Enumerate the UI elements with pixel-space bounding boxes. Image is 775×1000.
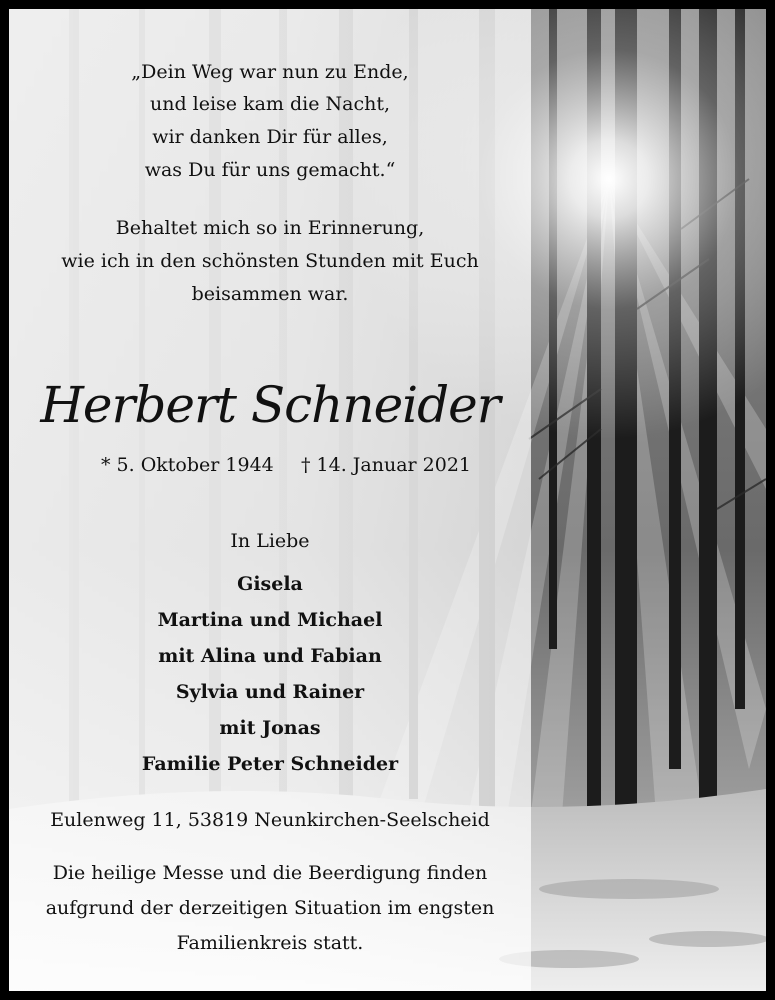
quote-line: und leise kam die Nacht,	[149, 93, 391, 115]
obituary-text	[9, 9, 531, 991]
verse-line: Behaltet mich so in Erinnerung,	[115, 217, 425, 239]
birth-date: * 5. Oktober 1944	[101, 454, 274, 476]
notice-line: Die heilige Messe und die Beerdigung finden	[52, 862, 488, 884]
mourner-name: Gisela	[237, 573, 303, 595]
mourner-name: mit Jonas	[219, 717, 321, 739]
address: Eulenweg 11, 53819 Neunkirchen-Seelscheid	[50, 809, 490, 831]
mourner-name: Familie Peter Schneider	[141, 753, 399, 775]
verse-line: beisammen war.	[191, 283, 349, 305]
quote-line: wir danken Dir für alles,	[152, 126, 388, 148]
mourner-name: Martina und Michael	[157, 609, 383, 631]
quote-line: „Dein Weg war nun zu Ende,	[131, 61, 409, 83]
mourners-intro: In Liebe	[230, 530, 310, 552]
notice-line: aufgrund der derzeitigen Situation im engsten	[45, 897, 495, 919]
deceased-name: Herbert Schneider	[40, 376, 500, 434]
mourner-name: mit Alina und Fabian	[158, 645, 382, 667]
quote-line: was Du für uns gemacht.“	[144, 159, 396, 181]
death-date: † 14. Januar 2021	[301, 454, 472, 476]
mourner-name: Sylvia und Rainer	[175, 681, 365, 703]
verse-line: wie ich in den schönsten Stunden mit Euch	[61, 250, 479, 272]
notice-line: Familienkreis statt.	[176, 932, 364, 954]
